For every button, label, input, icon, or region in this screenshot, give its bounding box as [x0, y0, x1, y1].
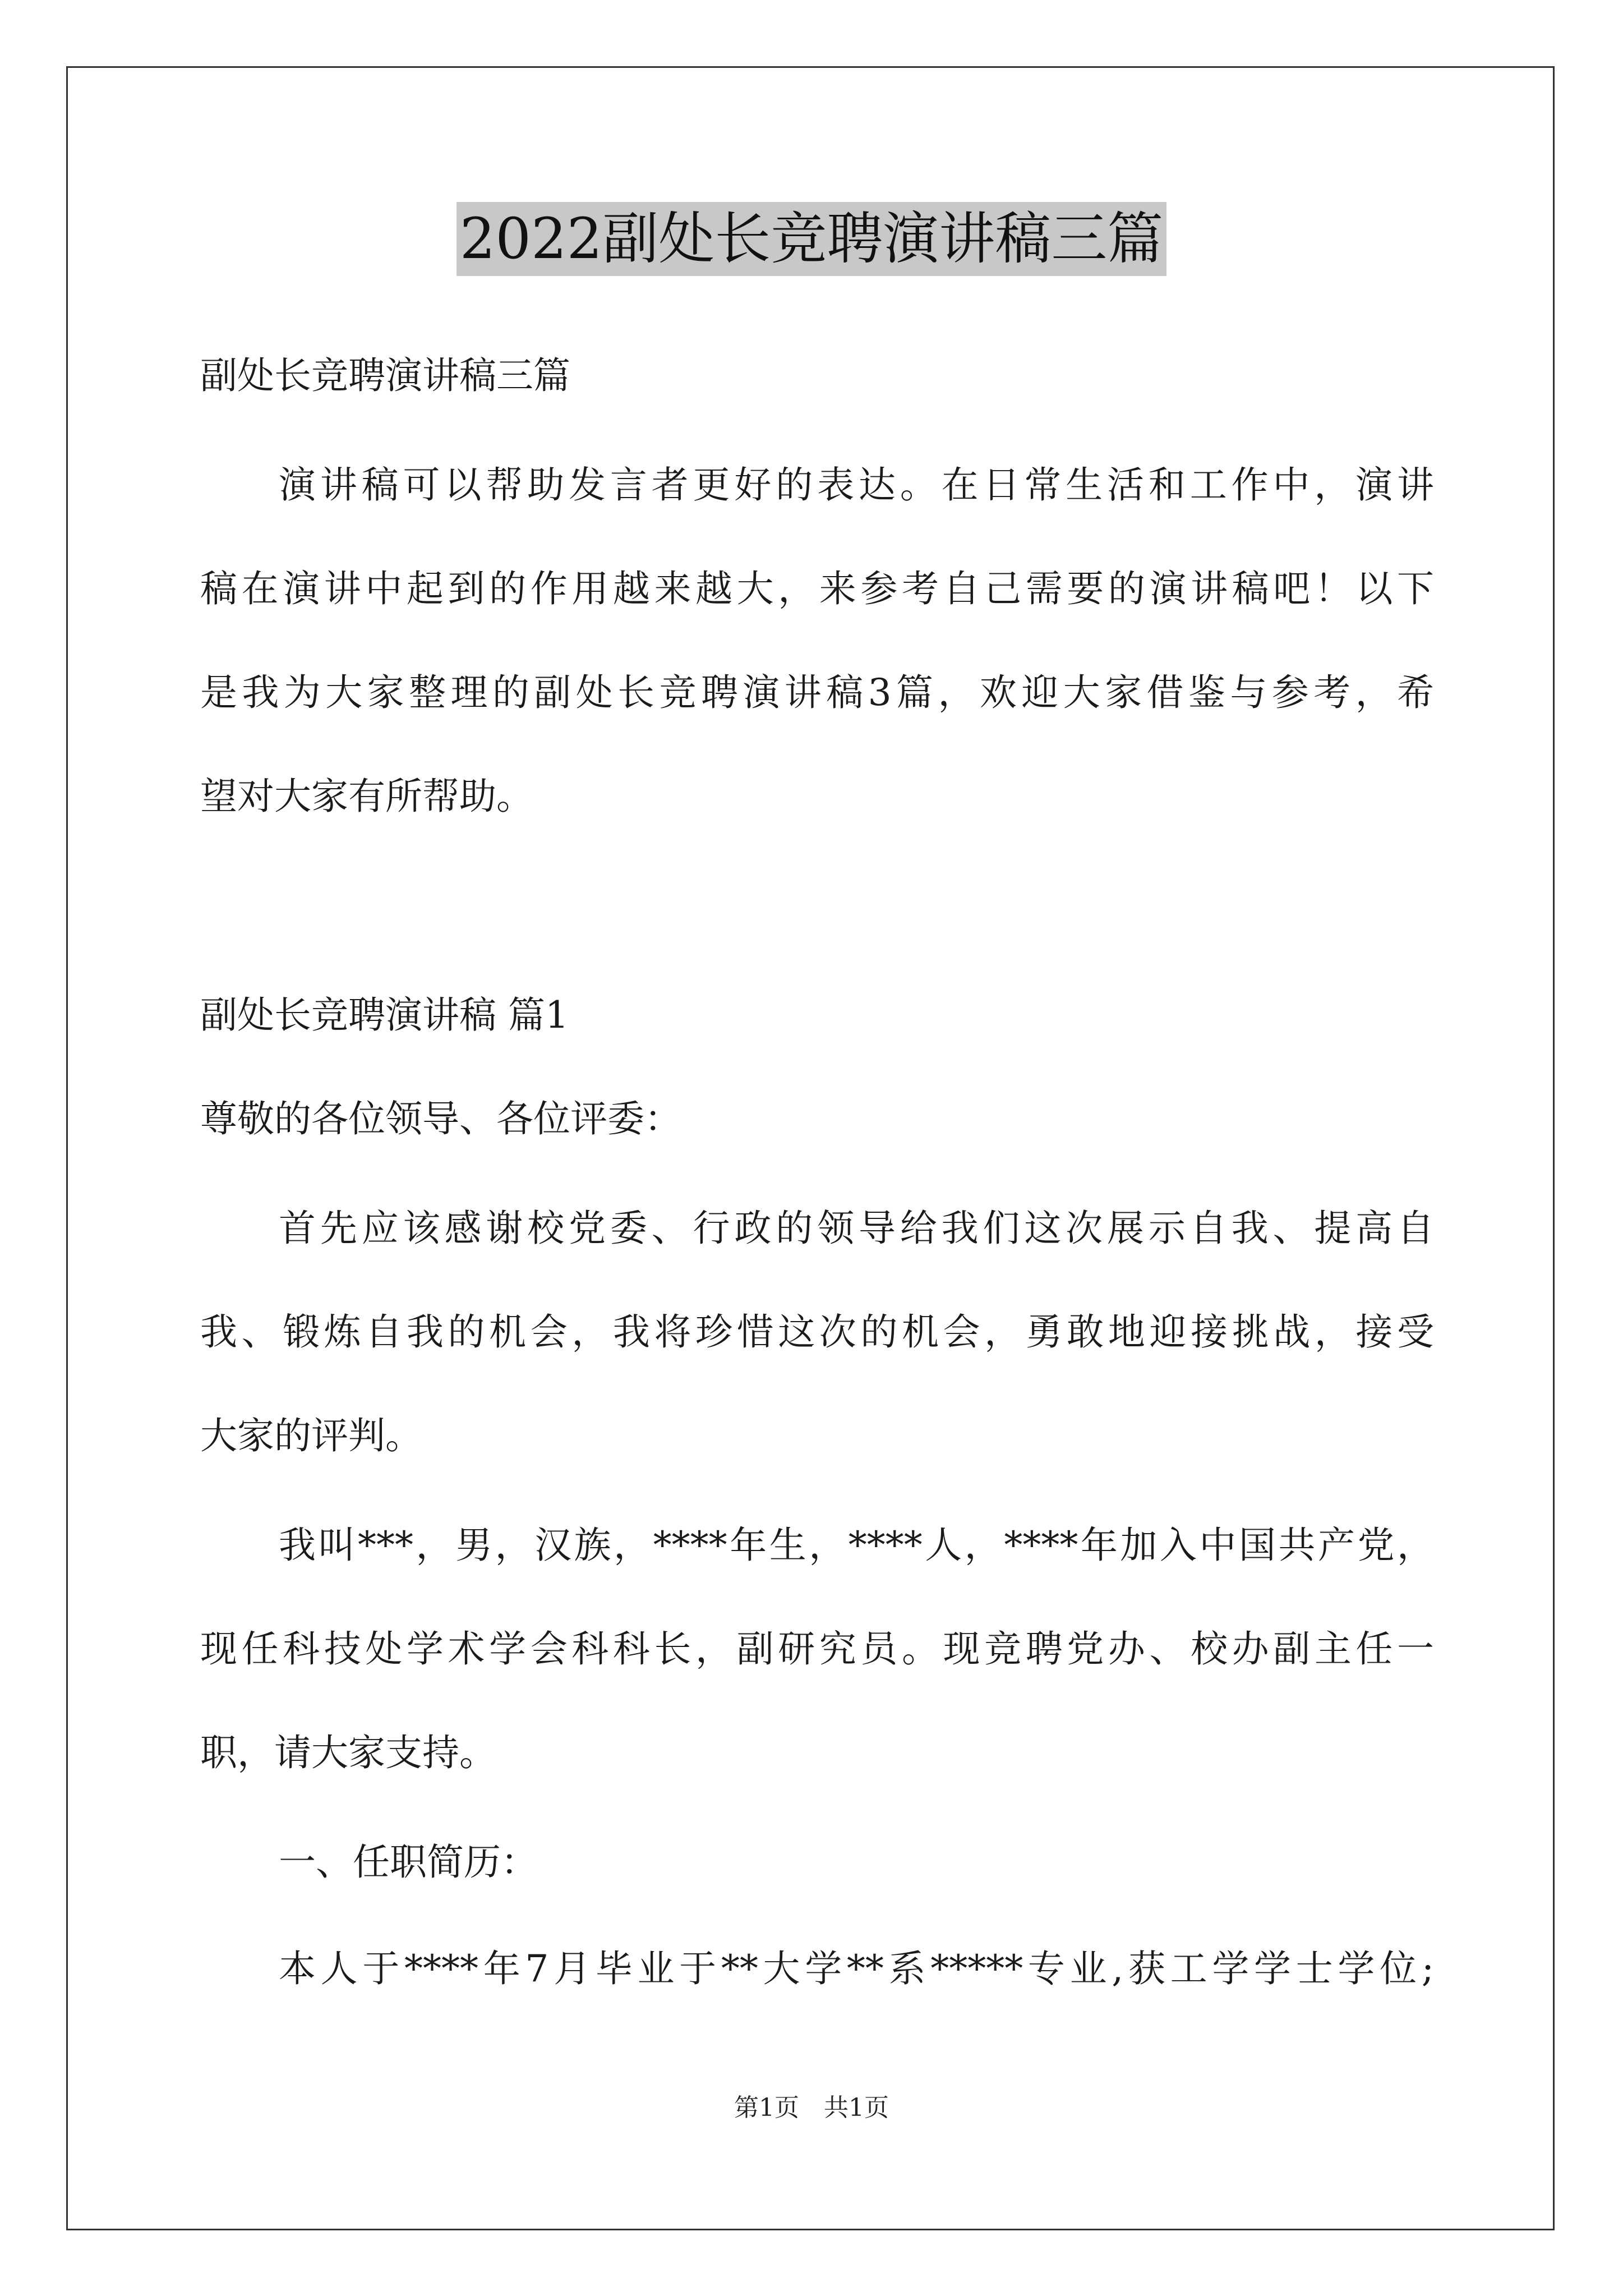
section-heading: 副处长竞聘演讲稿 篇1 — [200, 993, 569, 1037]
para3-line-1: 本人于****年7月毕业于**大学**系*****专业,获工学学士学位; — [279, 1947, 1434, 1990]
document-subtitle: 副处长竞聘演讲稿三篇 — [200, 354, 570, 397]
intro-line-4: 望对大家有所帮助。 — [200, 775, 533, 818]
intro-line-3: 是我为大家整理的副处长竞聘演讲稿3篇，欢迎大家借鉴与参考，希 — [200, 671, 1434, 714]
para2-line-3: 职，请大家支持。 — [200, 1731, 496, 1774]
page-footer: 第1页 共1页 — [734, 2093, 889, 2122]
para2-line-1: 我叫***，男，汉族，****年生，****人，****年加入中国共产党， — [279, 1524, 1434, 1567]
intro-line-2: 稿在演讲中起到的作用越来越大，来参考自己需要的演讲稿吧！以下 — [200, 567, 1434, 610]
para2-line-2: 现任科技处学术学会科科长，副研究员。现竞聘党办、校办副主任一 — [200, 1627, 1434, 1671]
title-container — [0, 202, 1623, 276]
para1-line-1: 首先应该感谢校党委、行政的领导给我们这次展示自我、提高自 — [279, 1207, 1434, 1250]
list-heading: 一、任职简历： — [279, 1841, 538, 1884]
document-title: 2022副处长竞聘演讲稿三篇 — [457, 202, 1167, 276]
intro-line-1: 演讲稿可以帮助发言者更好的表达。在日常生活和工作中，演讲 — [279, 463, 1434, 507]
greeting: 尊敬的各位领导、各位评委： — [200, 1097, 681, 1140]
para1-line-3: 大家的评判。 — [200, 1414, 422, 1457]
para1-line-2: 我、锻炼自我的机会，我将珍惜这次的机会，勇敢地迎接挑战，接受 — [200, 1310, 1434, 1354]
